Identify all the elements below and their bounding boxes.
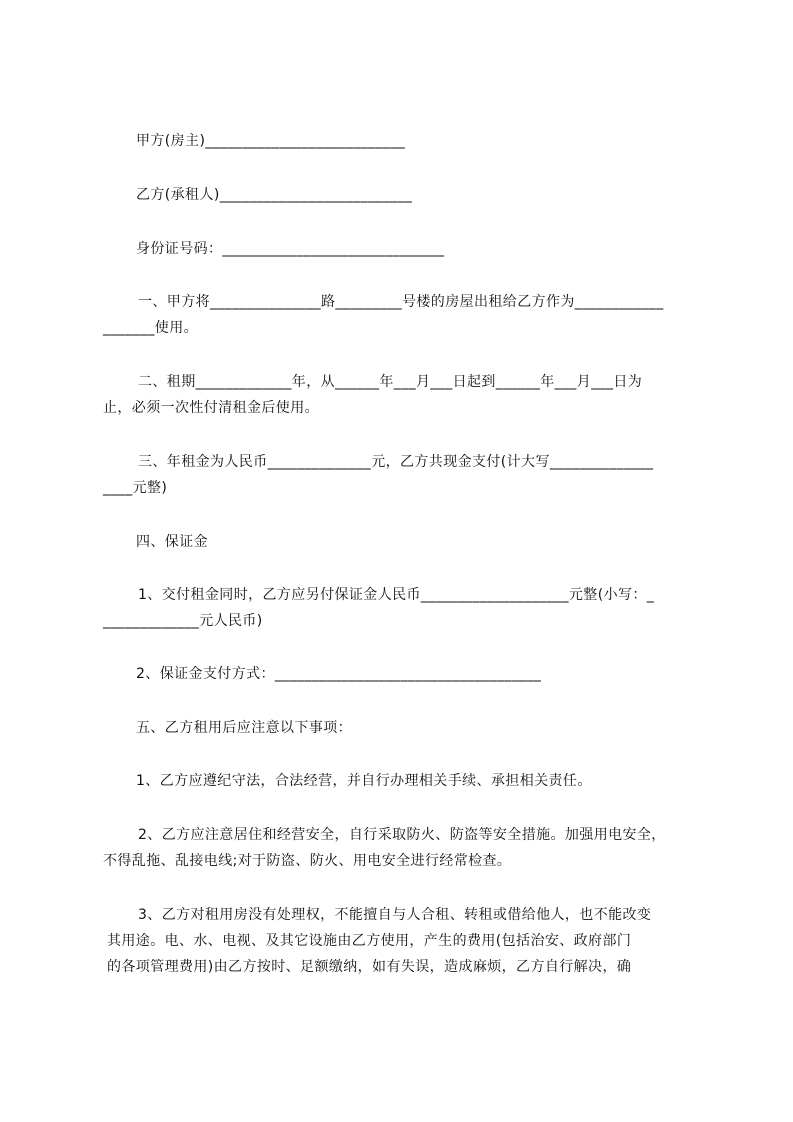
deposit-item-1-line-1: 1、交付租金同时，乙方应另付保证金人民币____________________元整(小写：_ [138, 587, 655, 603]
notice-item-1-line: 1、乙方应遵纪守法，合法经营，并自行办理相关手续、承担相关责任。 [136, 773, 592, 789]
notice-item-3-line-2: 其用途。电、水、电视、及其它设施由乙方使用，产生的费用(包括治安、政府部门 [107, 933, 632, 949]
notice-item-3-line-1: 3、乙方对租用房没有处理权，不能擅自与人合租、转租或借给他人，也不能改变 [138, 907, 652, 923]
deposit-item-2-line: 2、保证金支付方式：____________________________________ [136, 666, 542, 682]
clause-1-line-1: 一、甲方将_______________路_________号楼的房屋出租给乙方作为____________ [138, 294, 664, 310]
id-number-line: 身份证号码：______________________________ [136, 241, 445, 257]
notice-item-2-line-1: 2、乙方应注意居住和经营安全，自行采取防火、防盗等安全措施。加强用电安全， [138, 827, 666, 843]
notice-item-2-line-2: 不得乱拖、乱接电线;对于防盗、防火、用电安全进行经常检查。 [103, 853, 512, 869]
clause-4-heading: 四、保证金 [136, 534, 208, 550]
clause-3-line-1: 三、年租金为人民币______________元，乙方共现金支付(计大写______________ [138, 454, 654, 470]
deposit-item-1-line-2: _____________元人民币) [103, 613, 263, 629]
clause-5-heading: 五、乙方租用后应注意以下事项： [136, 720, 352, 736]
clause-2-line-1: 二、租期_____________年，从______年___月___日起到______年___月___日为 [138, 374, 643, 390]
notice-item-3-line-3: 的各项管理费用)由乙方按时、足额缴纳，如有失误，造成麻烦，乙方自行解决，确 [107, 959, 632, 975]
clause-2-line-2: 止，必须一次性付清租金后使用。 [103, 400, 319, 416]
party-b-line: 乙方(承租人)__________________________ [136, 187, 413, 203]
party-a-line: 甲方(房主)___________________________ [136, 133, 406, 149]
clause-1-line-2: _______使用。 [103, 320, 198, 336]
clause-3-line-2: ____元整) [103, 480, 168, 496]
